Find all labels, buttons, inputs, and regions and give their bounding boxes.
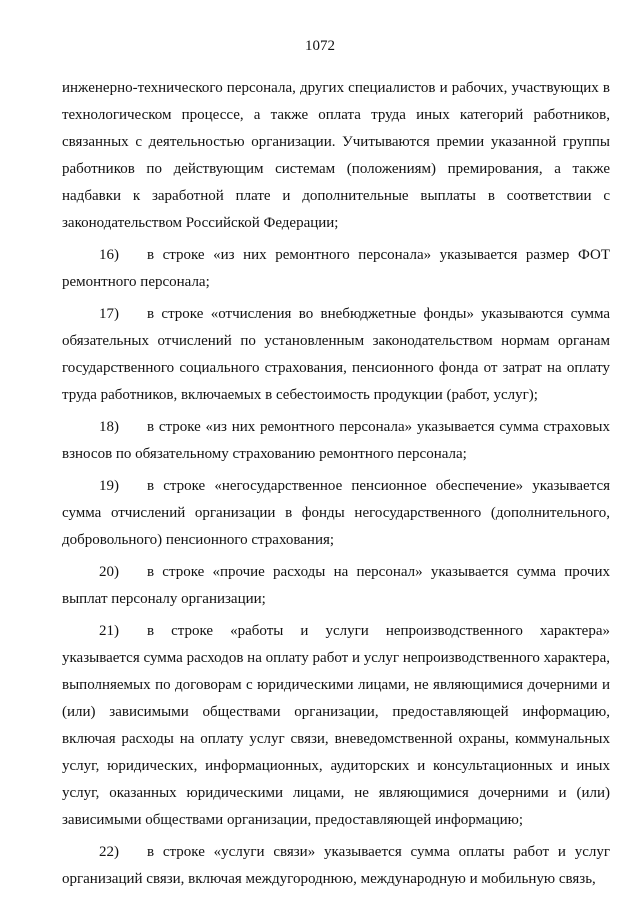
page-number: 1072 <box>305 38 335 54</box>
item-number: 19) <box>99 478 119 494</box>
list-item-16 <box>62 242 610 296</box>
item-number: 16) <box>99 247 119 263</box>
list-item-22 <box>62 839 610 893</box>
list-item-17 <box>62 301 610 409</box>
list-item-18 <box>62 414 610 468</box>
item-number: 17) <box>99 306 119 322</box>
paragraph-text: в строке «из них ремонтного персонала» указывается размер ФОТ ремонтного персонала; <box>62 247 610 290</box>
list-item-20 <box>62 559 610 613</box>
paragraph-text: инженерно-технического персонала, других специалистов и рабочих, участвующих в технологическом процессе, а также оплата труда иных категорий работников, связанных с деятельностью организации. Учитываются премии указанной группы работников по действующим системам (положениям) премирования, а также надбавки к заработной плате и дополнительные выплаты в соответствии с законодательством Российской Федерации; <box>62 80 610 231</box>
item-number: 18) <box>99 419 119 435</box>
paragraph-text: в строке «услуги связи» указывается сумма оплаты работ и услуг организаций связи, включая междугороднюю, международную и мобильную связь, <box>62 844 610 887</box>
paragraph-text: в строке «отчисления во внебюджетные фонды» указываются сумма обязательных отчислений по установленным законодательством нормам органам государственного социального страхования, пенсионного фонда от затрат на оплату труда работников, включаемых в себестоимость продукции (работ, услуг); <box>62 306 610 403</box>
item-number: 22) <box>99 844 119 860</box>
list-item-19 <box>62 473 610 554</box>
paragraph-text: в строке «прочие расходы на персонал» указывается сумма прочих выплат персоналу организации; <box>62 564 610 607</box>
paragraph-text: в строке «из них ремонтного персонала» указывается сумма страховых взносов по обязательному страхованию ремонтного персонала; <box>62 419 610 462</box>
document-body <box>62 75 610 893</box>
paragraph-text: в строке «негосударственное пенсионное обеспечение» указывается сумма отчислений организации в фонды негосударственного (дополнительного, добровольного) пенсионного страхования; <box>62 478 610 548</box>
paragraph-continuation <box>62 75 610 237</box>
list-item-21 <box>62 618 610 834</box>
item-number: 21) <box>99 623 119 639</box>
paragraph-text: в строке «работы и услуги непроизводственного характера» указывается сумма расходов на оплату работ и услуг непроизводственного характера, выполняемых по договорам с юридическими лицами, не являющимися дочерними и (или) зависимыми обществами организации, предоставляющей информацию, включая расходы на оплату услуг связи, вневедомственной охраны, коммунальных услуг, юридических, информационных, аудиторских и консультационных и иных услуг, оказанных юридическими лицами, не являющимися дочерними и (или) зависимыми обществами организации, предоставляющей информацию; <box>62 623 610 828</box>
item-number: 20) <box>99 564 119 580</box>
